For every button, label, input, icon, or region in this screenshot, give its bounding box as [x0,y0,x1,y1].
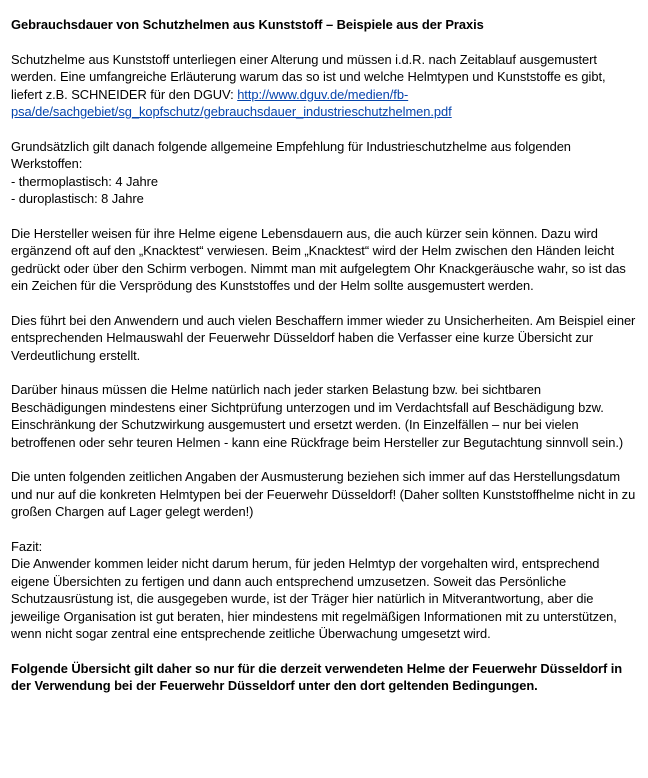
intro-text: Schutzhelme aus Kunststoff unterliegen einer Alterung und müssen i.d.R. nach Zeitablauf ausgemustert werden. Eine umfangreiche Erläuterung warum das so ist und welche Helmtypen und Kunststoffe es gibt, liefert z.B. SCHNEIDER für den DGUV: [11,51,606,102]
conclusion-paragraph [11,538,639,642]
uncertainty-paragraph: Dies führt bei den Anwendern und auch vielen Beschaffern immer wieder zu Unsicherheiten. Am Beispiel einer entsprechenden Helmauswahl der Feuerwehr Düsseldorf haben die Verfasser eine kurze Übersicht zur Verdeutlichung erstellt. [11,312,636,363]
document-title: Gebrauchsdauer von Schutzhelmen aus Kunststoff – Beispiele aus der Praxis [11,17,484,32]
document-page [11,16,639,712]
recommendation-lead: Grundsätzlich gilt danach folgende allgemeine Empfehlung für Industrieschutzhelme aus folgenden Werkstoffen: [11,138,571,172]
recommendation-item-thermoplastic: - thermoplastisch: 4 Jahre [11,173,159,189]
dguv-link-line1: http://www.dguv.de/medien/fb- [237,86,409,102]
recommendation-item-duroplastic: - duroplastisch: 8 Jahre [11,191,144,207]
damage-paragraph: Darüber hinaus müssen die Helme natürlich nach jeder starken Belastung bzw. bei sichtbaren Beschädigungen mindestens einer Sichtprüfung unterzogen und im Verdachtsfall auf Beschädigung bzw. Einschränkung der Schutzwirkung ausgemustert und ersetzt werden. (In Einzelfällen – nur bei vielen betroffenen oder sehr teuren Helmen - kann eine Rückfrage beim Hersteller zur Begutachtung sinnvoll sein.) [11,382,624,450]
recommendation-paragraph [11,138,639,208]
dguv-link-line2: psa/de/sachgebiet/sg_kopfschutz/gebrauchsdauer_industrieschutzhelmen.pdf [11,104,452,120]
intro-paragraph [11,51,639,121]
conclusion-text: Die Anwender kommen leider nicht darum herum, für jeden Helmtyp der vorgehalten wird, entsprechend eigene Übersichten zu fertigen und dann auch entsprechend umzusetzen. Soweit das Persönliche Schutzausrüstung ist, die ausgegeben wurde, ist der Träger hier natürlich in Mitverantwortung, aber die jeweilige Organisation ist gut beraten, hier mindestens mit regelmäßigen Informationen mit zu unterstützen, wenn nicht sogar zentral eine entsprechende zeitliche Überwachung umgesetzt wird. [11,556,617,642]
closing-paragraph: Folgende Übersicht gilt daher so nur für die derzeit verwendeten Helme der Feuerwehr Düsseldorf in der Verwendung bei der Feuerwehr Düsseldorf unter den dort geltenden Bedingungen. [11,660,623,694]
dates-paragraph: Die unten folgenden zeitlichen Angaben der Ausmusterung beziehen sich immer auf das Herstellungsdatum und nur auf die konkreten Helmtypen bei der Feuerwehr Düsseldorf! (Daher sollten Kunststoffhelme nicht in zu großen Chargen auf Lager gelegt werden!) [11,469,636,520]
manufacturer-paragraph: Die Hersteller weisen für ihre Helme eigene Lebensdauern aus, die auch kürzer sein können. Dazu wird ergänzend oft auf den „Knacktest“ verwiesen. Beim „Knacktest“ wird der Helm zwischen den Händen leicht gedrückt oder über den Schirm verbogen. Nimmt man mit aufgelegtem Ohr Knackgeräusche wahr, so ist das ein Zeichen für die Versprödung des Kunststoffes und der Helm sollte ausgemustert werden. [11,225,626,294]
conclusion-label: Fazit: [11,539,43,555]
